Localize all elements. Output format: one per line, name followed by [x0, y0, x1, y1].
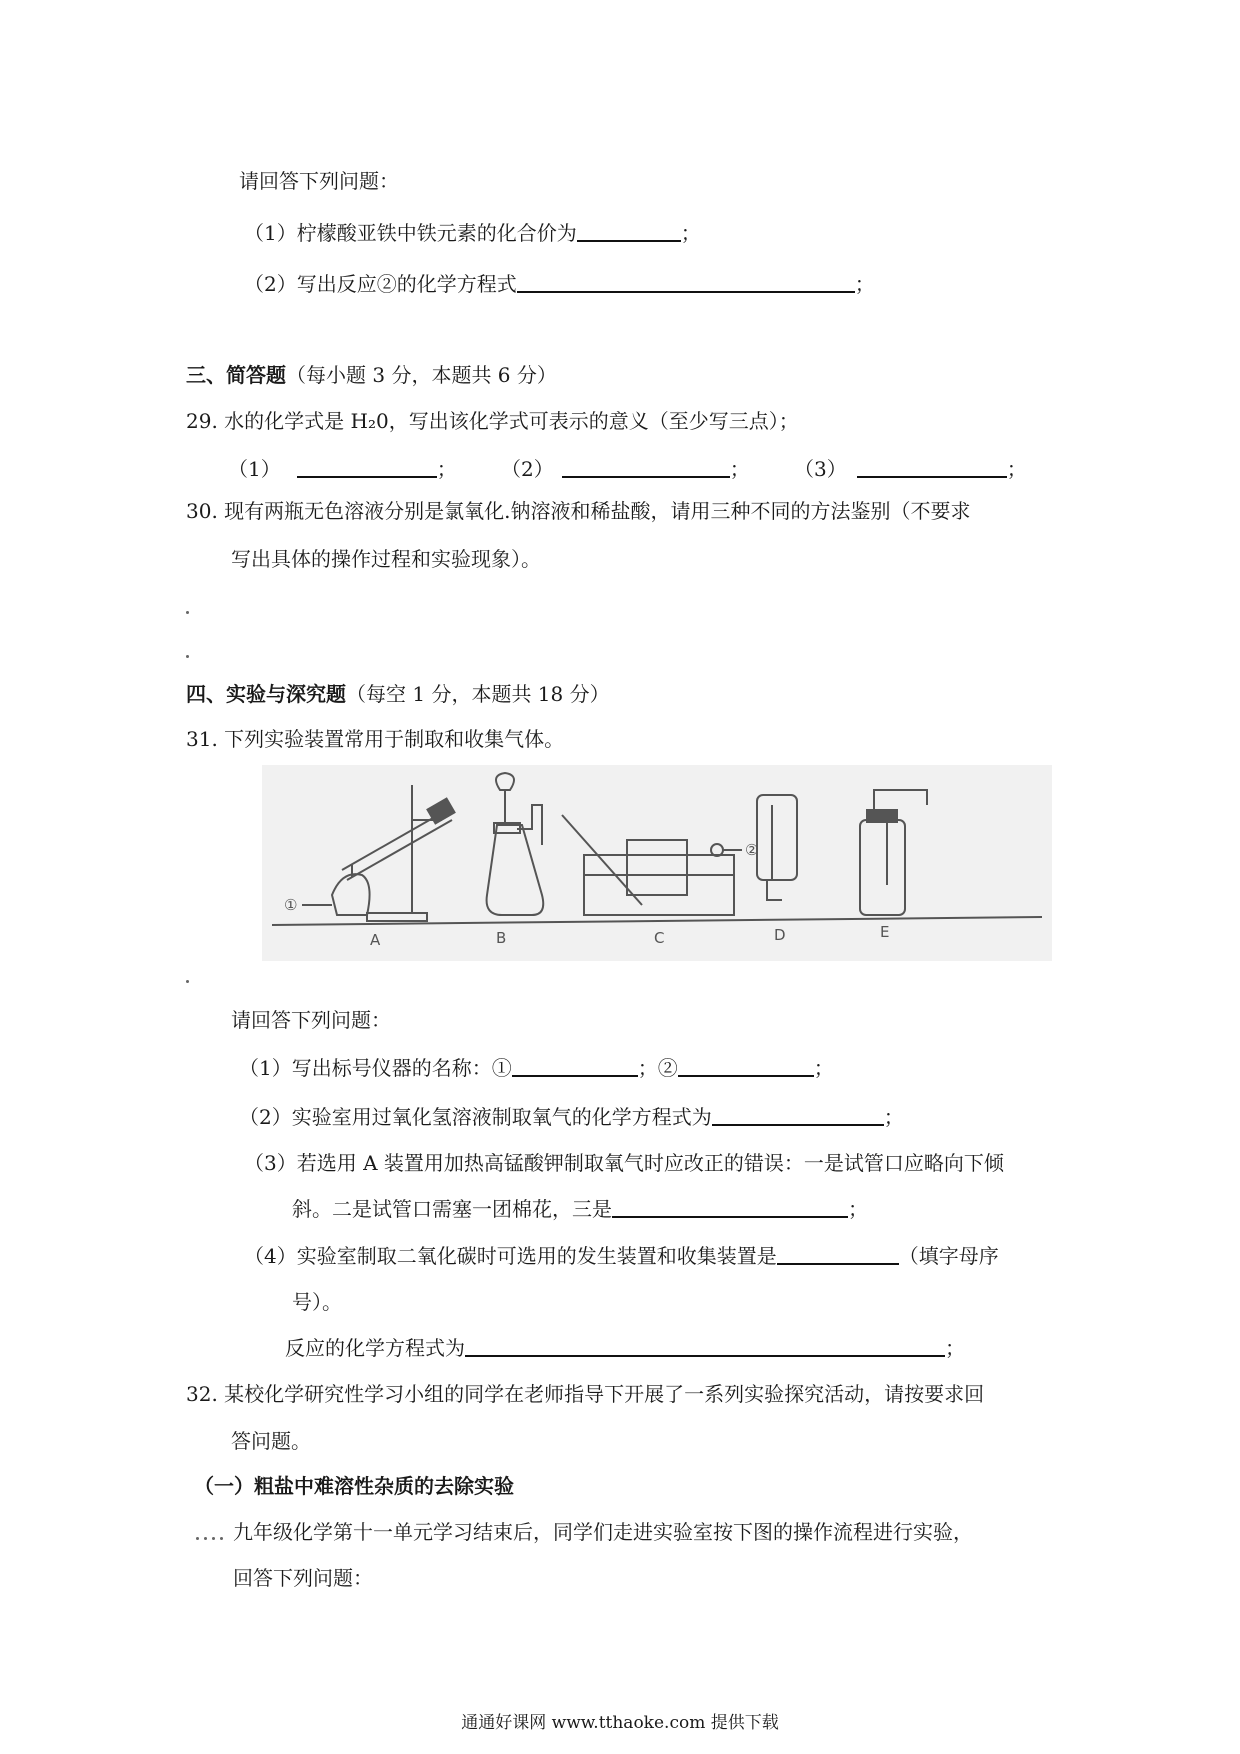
q32-line1: 32. 某校化学研究性学习小组的同学在老师指导下开展了一系列实验探究活动，请按要求回 [186, 1382, 985, 1406]
q32-line2: 答问题。 [231, 1429, 311, 1453]
section3-title [186, 361, 557, 389]
q28-part2-blank[interactable] [517, 271, 855, 293]
figure-label: A [370, 931, 381, 949]
q29-blank3[interactable] [857, 456, 1007, 478]
q31-part4-equation [285, 1334, 965, 1362]
stray-dot [196, 1537, 199, 1540]
q31-part3-end: ； [848, 1197, 868, 1221]
stray-dot [212, 1537, 215, 1540]
q28-prompt: 请回答下列问题： [239, 169, 399, 193]
q31-part3-label: 斜。二是试管口需塞一团棉花，三是 [292, 1197, 612, 1221]
q31-part1 [239, 1054, 834, 1082]
section4-note: （每空 1 分，本题共 18 分） [346, 682, 610, 706]
page-footer: 通通好课网 www.tthaoke.com 提供下载 [461, 1713, 779, 1733]
q28-part2 [244, 270, 875, 298]
q31-part2-blank[interactable] [712, 1104, 884, 1126]
q31-part4-blank[interactable] [777, 1243, 899, 1265]
q28-part1-blank[interactable] [577, 220, 681, 242]
q28-part1-end: ； [680, 221, 701, 245]
q31-prompt: 请回答下列问题： [231, 1008, 391, 1032]
q29-blank1-group [228, 455, 457, 483]
q31-part2 [239, 1103, 904, 1131]
conical-flask [487, 825, 544, 915]
q28-part1 [244, 219, 701, 247]
q28-part2-label: （2）写出反应②的化学方程式 [244, 272, 517, 296]
q31-part2-end: ； [883, 1105, 904, 1129]
q31-part1-blank1[interactable] [512, 1055, 638, 1077]
section4-heading: 四、实验与深究题 [186, 682, 346, 706]
q29-blank2-end: ； [729, 457, 750, 481]
alcohol-lamp [332, 874, 370, 915]
q31-part2-label: （2）实验室用过氧化氢溶液制取氧气的化学方程式为 [239, 1105, 712, 1129]
q31-part4-eq-label: 反应的化学方程式为 [285, 1336, 465, 1360]
stand-base [367, 913, 427, 921]
q31-part1-mid: ；② [637, 1056, 678, 1080]
q29-blank3-end: ； [1006, 457, 1027, 481]
q28-part2-end: ； [854, 272, 875, 296]
stray-dot [204, 1537, 207, 1540]
bottle-e [860, 820, 905, 915]
bottle-d [757, 795, 797, 880]
q29-blank2-group [501, 455, 750, 483]
q29-blank3-label: （3） [794, 457, 847, 481]
q29-blank1-end: ； [436, 457, 457, 481]
stray-dot [186, 980, 189, 983]
apparatus-drawing [262, 765, 1052, 961]
figure-label: D [774, 926, 786, 944]
q31-part4-eq-end: ； [945, 1336, 965, 1360]
q32-subheading: （一）粗盐中难溶性杂质的去除实验 [194, 1474, 514, 1498]
q32-para-line1: 九年级化学第十一单元学习结束后，同学们走进实验室按下图的操作流程进行实验， [233, 1520, 973, 1544]
figure-label: ① [284, 896, 298, 914]
q31-part4-end: （填字母序 [898, 1244, 999, 1268]
figure-label: ② [745, 841, 759, 859]
stray-dot [186, 655, 189, 658]
q32-para-line2: 回答下列问题： [233, 1566, 373, 1590]
figure-label: E [880, 923, 890, 941]
q31-intro: 31. 下列实验装置常用于制取和收集气体。 [186, 727, 565, 751]
lab-apparatus-figure [262, 765, 1052, 961]
q31-part4-line1 [244, 1242, 999, 1270]
figure-label: B [496, 929, 507, 947]
section3-note: （每小题 3 分，本题共 6 分） [286, 363, 557, 387]
test-tube [342, 810, 447, 870]
section4-title [186, 680, 610, 708]
q29-blank2[interactable] [562, 456, 730, 478]
stray-dot [220, 1537, 223, 1540]
q31-part4-label: （4）实验室制取二氧化碳时可选用的发生装置和收集装置是 [244, 1244, 777, 1268]
figure-label: C [654, 929, 665, 947]
q29-blank3-group [794, 455, 1027, 483]
q31-part3-blank[interactable] [612, 1196, 848, 1218]
q31-part1-end: ； [813, 1056, 834, 1080]
q28-part1-label: （1）柠檬酸亚铁中铁元素的化合价为 [244, 221, 577, 245]
q30-line1: 30. 现有两瓶无色溶液分别是氯氧化.钠溶液和稀盐酸，请用三种不同的方法鉴别（不要求 [186, 499, 971, 523]
q31-part1-label: （1）写出标号仪器的名称：① [239, 1056, 512, 1080]
q29-blank1-label: （1） [228, 457, 281, 481]
q31-part4-line2: 号）。 [292, 1290, 342, 1314]
q31-part4-eq-blank[interactable] [465, 1335, 945, 1357]
stray-dot [186, 611, 189, 614]
q31-part3-line2 [292, 1195, 868, 1223]
q29-blank2-label: （2） [501, 457, 554, 481]
q31-part1-blank2[interactable] [678, 1055, 814, 1077]
section3-heading: 三、简答题 [186, 363, 286, 387]
q31-part3-line1: （3）若选用 A 装置用加热高锰酸钾制取氧气时应改正的错误：一是试管口应略向下倾 [244, 1151, 1004, 1175]
q29-text: 29. 水的化学式是 H₂0，写出该化学式可表示的意义（至少写三点）； [186, 409, 799, 433]
q29-blank1[interactable] [297, 456, 437, 478]
q30-line2: 写出具体的操作过程和实验现象）。 [231, 547, 541, 571]
